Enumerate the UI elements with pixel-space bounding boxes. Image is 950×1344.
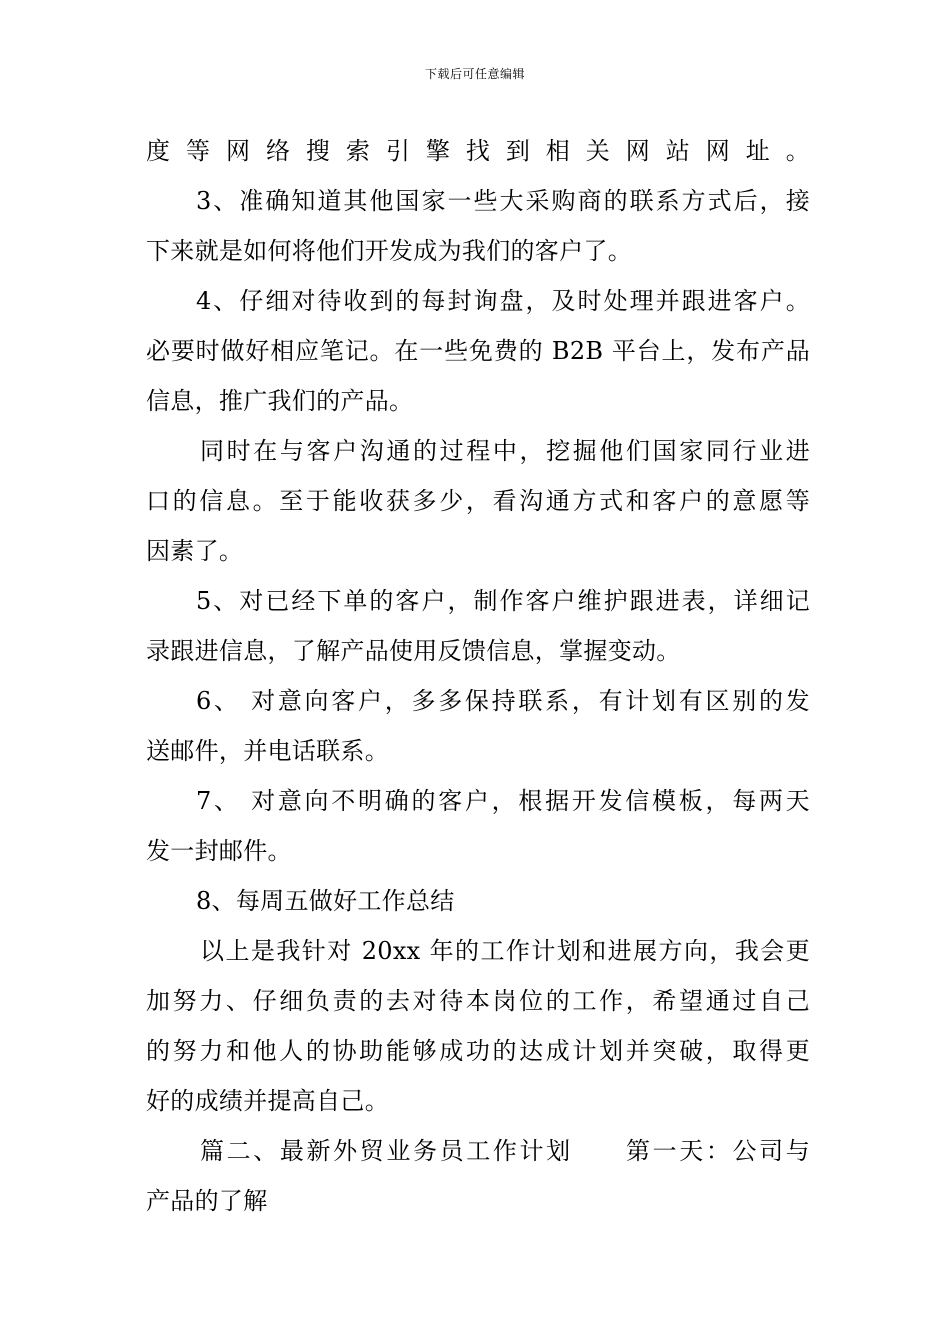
text-line: 产品的了解 [146,1187,268,1215]
text-line: 以上是我针对 20xx 年的工作计划和进展方向，我会更 [200,937,810,965]
text-line: 5、对已经下单的客户，制作客户维护跟进表，详细记 [196,587,810,615]
text-line: 录跟进信息，了解产品使用反馈信息，掌握变动。 [146,637,681,665]
text-line: 送邮件，并电话联系。 [146,737,389,765]
text-line: 下来就是如何将他们开发成为我们的客户了。 [146,237,632,265]
text-line: 3、准确知道其他国家一些大采购商的联系方式后，接 [196,187,810,215]
page-header: 下载后可任意编辑 [424,67,525,81]
text-line: 4、仔细对待收到的每封询盘，及时处理并跟进客户。 [196,287,810,315]
text-line: 同时在与客户沟通的过程中，挖掘他们国家同行业进 [200,437,810,465]
text-line: 度等网络搜索引擎找到相关网站网址。 [146,137,810,165]
text-line: 必要时做好相应笔记。在一些免费的 B2B 平台上，发布产品 [146,337,810,365]
text-line: 好的成绩并提高自己。 [146,1087,389,1115]
text-line: 的努力和他人的协助能够成功的达成计划并突破，取得更 [146,1037,810,1065]
text-line: 加努力、仔细负责的去对待本岗位的工作，希望通过自己 [146,987,810,1015]
text-line: 发一封邮件。 [146,837,292,865]
text-line: 信息，推广我们的产品。 [146,387,414,415]
text-line: 7、 对意向不明确的客户，根据开发信模板，每两天 [196,787,810,815]
text-line: 6、 对意向客户，多多保持联系，有计划有区别的发 [196,687,810,715]
text-line: 因素了。 [146,537,244,565]
text-line: 口的信息。至于能收获多少，看沟通方式和客户的意愿等 [146,487,810,515]
text-line: 8、每周五做好工作总结 [196,887,455,915]
text-line: 篇二、最新外贸业务员工作计划 第一天：公司与 [200,1137,810,1165]
